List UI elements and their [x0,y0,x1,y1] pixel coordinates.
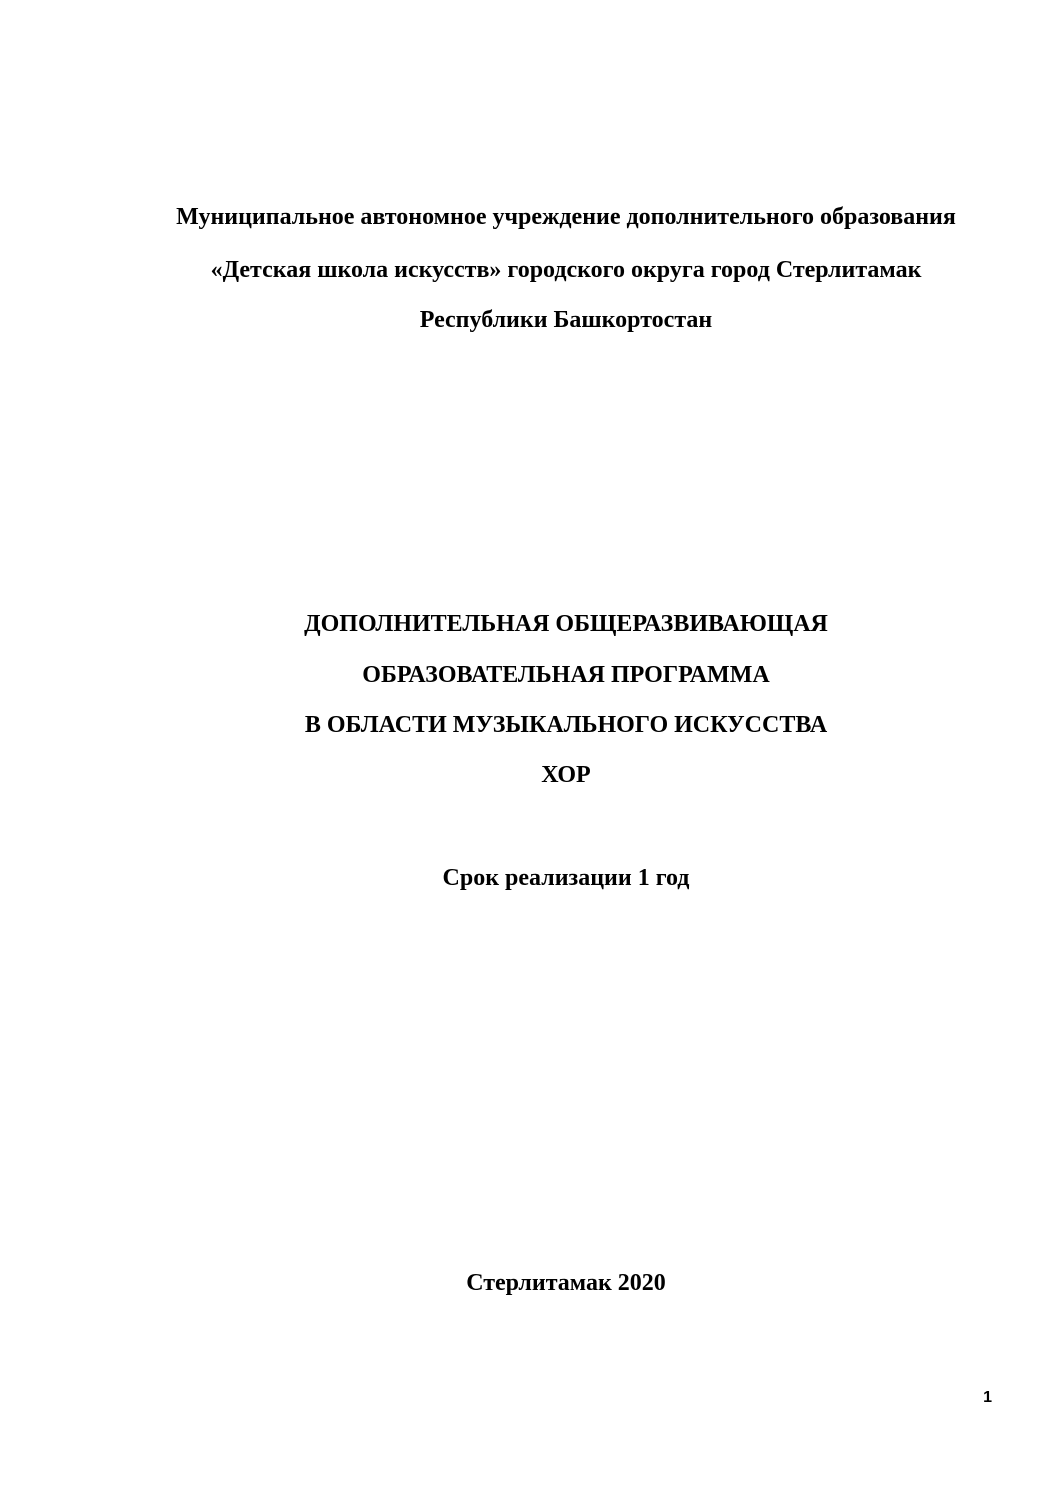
program-title-line-3: В ОБЛАСТИ МУЗЫКАЛЬНОГО ИСКУССТВА [304,712,828,738]
page-number: 1 [983,1389,992,1406]
institution-line-3: Республики Башкортостан [419,307,713,333]
duration-text: Срок реализации 1 год [442,865,690,891]
program-title-line-4: ХОР [541,762,591,788]
program-title-line-2: ОБРАЗОВАТЕЛЬНАЯ ПРОГРАММА [362,662,770,688]
institution-line-2: «Детская школа искусств» городского округа город Стерлитамак [210,257,922,283]
program-title-line-1: ДОПОЛНИТЕЛЬНАЯ ОБЩЕРАЗВИВАЮЩАЯ [304,611,828,637]
city-year-text: Стерлитамак 2020 [466,1270,666,1296]
institution-line-1: Муниципальное автономное учреждение дополнительного образования [176,204,956,230]
